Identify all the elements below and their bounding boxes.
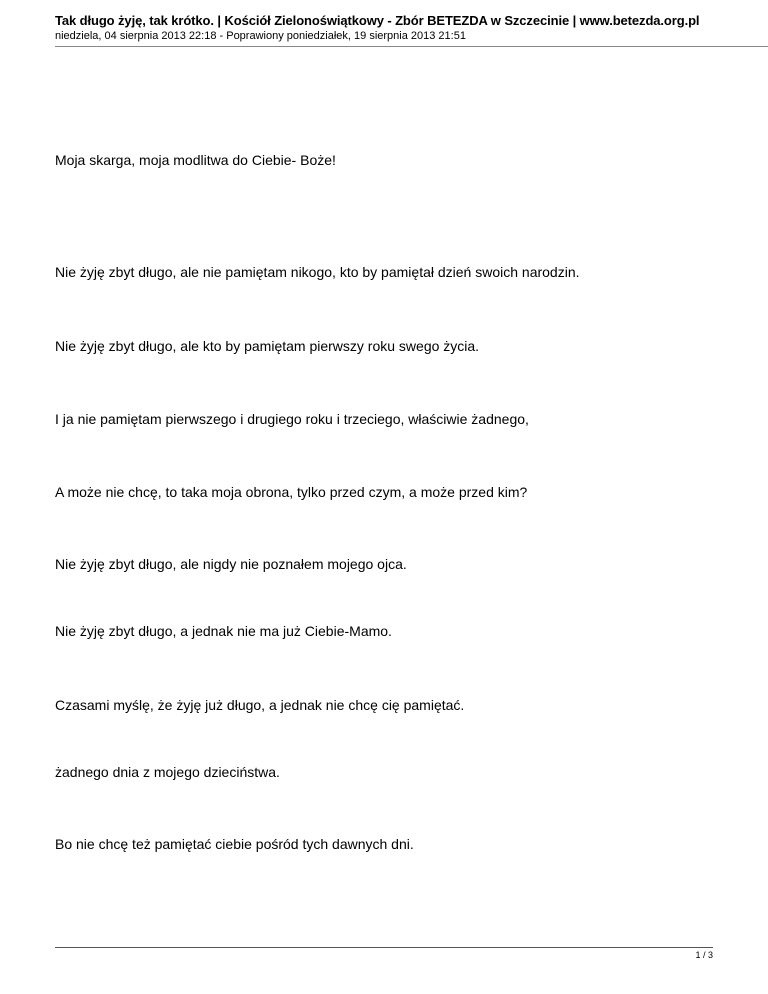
document-title: Tak długo żyję, tak krótko. | Kościół Zielonoświątkowy - Zbór BETEZDA w Szczecinie | www.betezda.org.pl bbox=[55, 13, 700, 28]
paragraph-8: Czasami myślę, że żyję już długo, a jednak nie chcę cię pamiętać. bbox=[55, 697, 465, 713]
paragraph-9: żadnego dnia z mojego dzieciństwa. bbox=[55, 764, 280, 780]
paragraph-10: Bo nie chcę też pamiętać ciebie pośród tych dawnych dni. bbox=[55, 836, 414, 852]
document-dates: niedziela, 04 sierpnia 2013 22:18 - Poprawiony poniedziałek, 19 sierpnia 2013 21:51 bbox=[55, 30, 466, 42]
paragraph-2: Nie żyję zbyt długo, ale nie pamiętam nikogo, kto by pamiętał dzień swoich narodzin. bbox=[55, 264, 580, 280]
paragraph-7: Nie żyję zbyt długo, a jednak nie ma już Ciebie-Mamo. bbox=[55, 623, 392, 639]
paragraph-5: A może nie chcę, to taka moja obrona, tylko przed czym, a może przed kim? bbox=[55, 484, 528, 500]
page-header bbox=[55, 12, 768, 47]
paragraph-6: Nie żyję zbyt długo, ale nigdy nie poznałem mojego ojca. bbox=[55, 556, 407, 572]
paragraph-4: I ja nie pamiętam pierwszego i drugiego roku i trzeciego, właściwie żadnego, bbox=[55, 411, 529, 427]
paragraph-3: Nie żyję zbyt długo, ale kto by pamiętam pierwszy roku swego życia. bbox=[55, 338, 480, 354]
footer-divider bbox=[55, 947, 713, 948]
page-number: 1 / 3 bbox=[695, 950, 713, 960]
paragraph-1: Moja skarga, moja modlitwa do Ciebie- Boże! bbox=[55, 152, 336, 168]
